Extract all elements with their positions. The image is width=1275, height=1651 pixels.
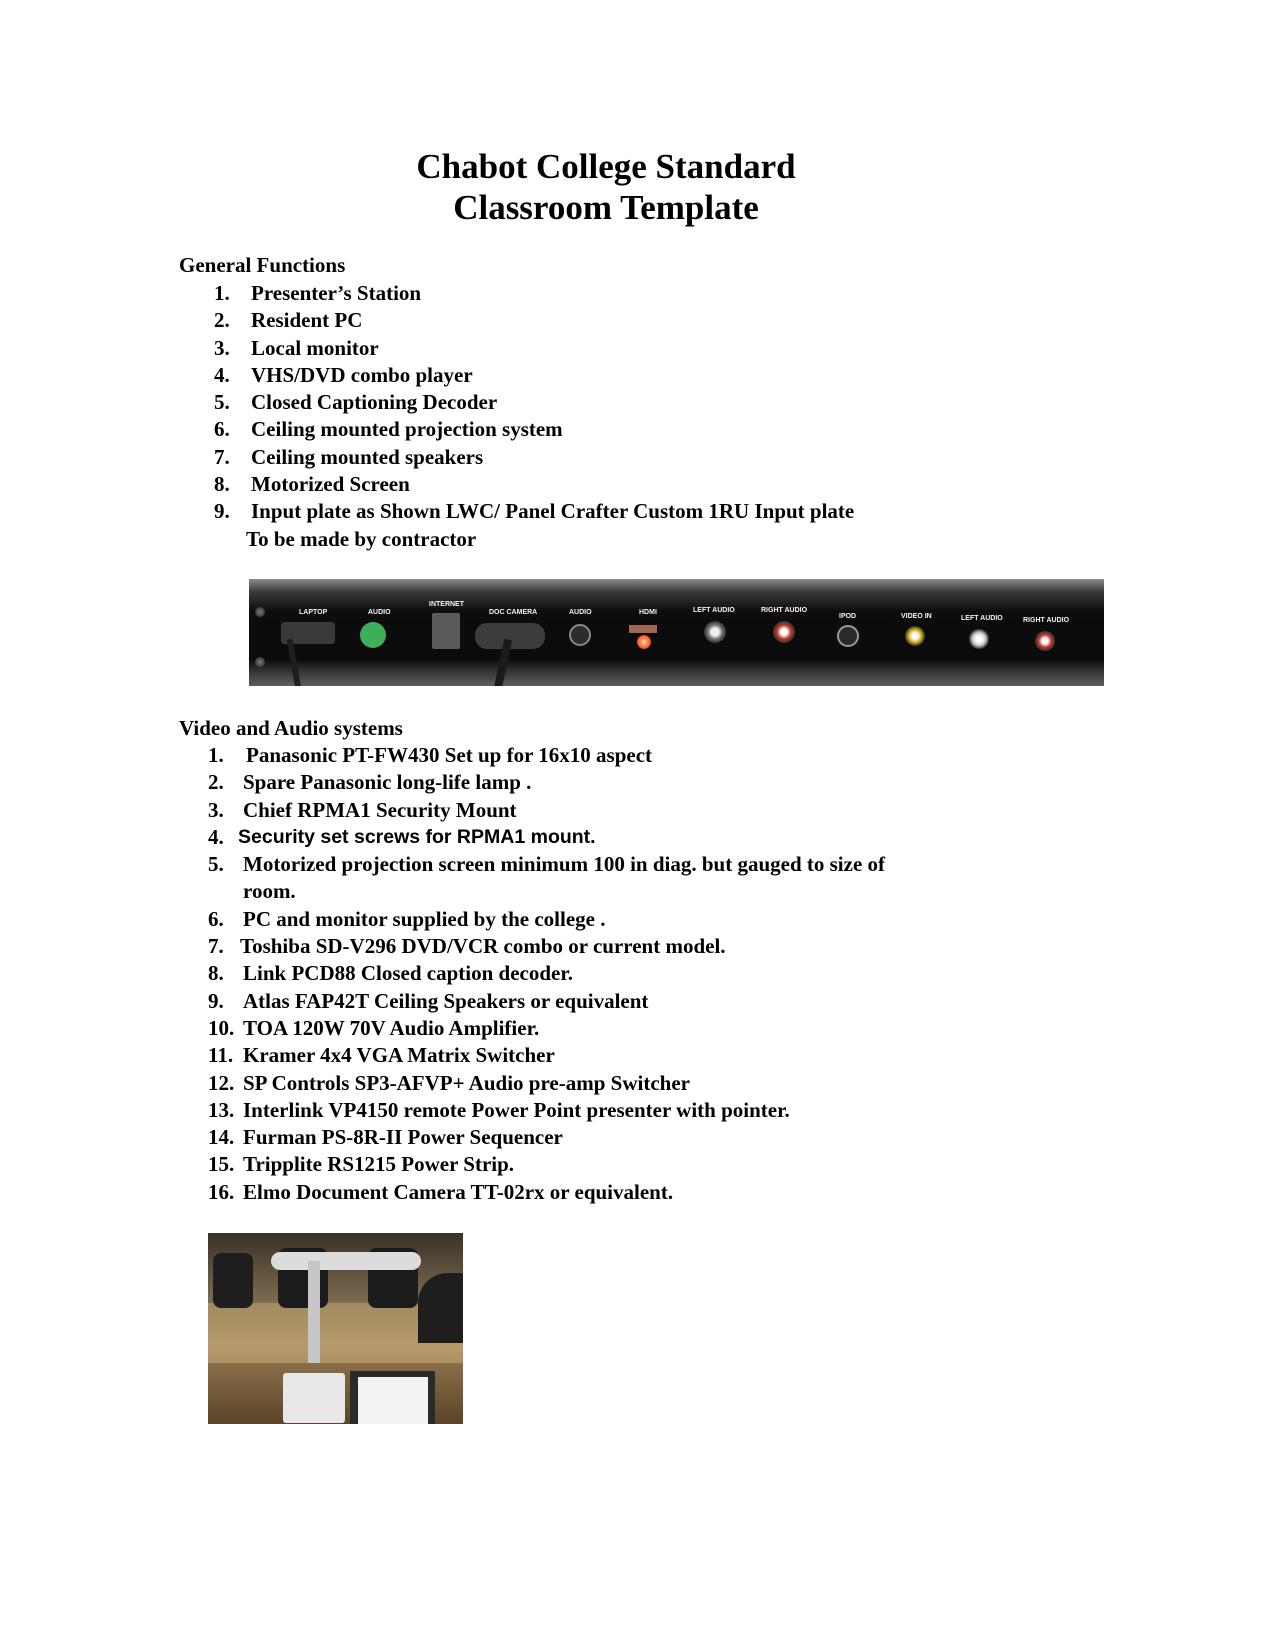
hdmi-port-icon	[629, 625, 657, 633]
audio-jack-icon	[569, 624, 591, 646]
rca-jack-white-icon	[704, 621, 726, 643]
port-label: LAPTOP	[299, 609, 328, 616]
port-label: AUDIO	[368, 609, 391, 616]
rca-jack-red-icon	[773, 621, 795, 643]
section-heading-general-functions: General Functions	[179, 253, 346, 277]
port-label: LEFT AUDIO	[961, 615, 1003, 622]
section-heading-video-audio: Video and Audio systems	[179, 716, 403, 740]
list-item-continuation: To be made by contractor	[246, 527, 477, 551]
rca-jack-red-icon	[1035, 631, 1055, 651]
port-label: HDMI	[639, 609, 657, 616]
audio-jack-icon	[837, 625, 859, 647]
rca-jack-yellow-icon	[905, 626, 925, 646]
camera-head-icon	[271, 1252, 421, 1270]
led-indicator-icon	[637, 635, 651, 649]
screw-icon	[255, 657, 265, 667]
port-label: AUDIO	[569, 609, 592, 616]
port-label: RIGHT AUDIO	[1023, 617, 1070, 624]
port-label: VIDEO IN	[901, 613, 932, 620]
cable-icon	[287, 639, 302, 686]
chair-icon	[213, 1253, 253, 1308]
camera-base-icon	[283, 1373, 345, 1423]
title-line-1: Chabot College Standard	[416, 147, 796, 186]
input-plate-photo	[249, 579, 1104, 686]
light-box-surface	[358, 1377, 428, 1424]
port-label: IPOD	[839, 613, 857, 620]
port-label: DOC CAMERA	[489, 609, 538, 616]
chair-icon	[418, 1273, 463, 1343]
camera-arm-icon	[308, 1261, 320, 1376]
port-label: INTERNET	[429, 601, 464, 608]
document-title	[0, 146, 1212, 228]
rca-jack-white-icon	[969, 629, 989, 649]
port-label: RIGHT AUDIO	[761, 607, 808, 614]
ethernet-port-icon	[432, 613, 460, 649]
port-label: LEFT AUDIO	[693, 607, 735, 614]
audio-jack-green-icon	[360, 622, 386, 648]
title-line-2: Classroom Template	[453, 188, 759, 227]
document-camera-photo	[208, 1233, 463, 1424]
screw-icon	[255, 607, 265, 617]
